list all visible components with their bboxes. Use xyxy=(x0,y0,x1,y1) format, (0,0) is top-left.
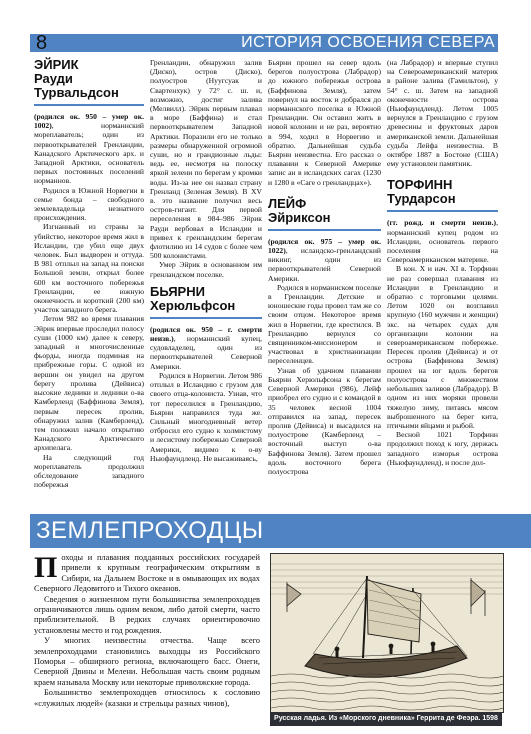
entry-name-leif-2: Эйриксон xyxy=(268,209,331,225)
paragraph: (на Лабрадор) и впервые ступил на Североамериканский материк в районе залива (Гамильтон), у 54° с. ш. Затем на западной оконечности острова (Ньюфаундленд). Летом 1005 вернулся в Гренландию с грузом древесины и фруктовых даров американской земли. Дальнейшая судьба Лейфа неизвестна. В октябре 1887 в Бостоне (США) ему установлен памятник. xyxy=(387,58,498,169)
paragraph: Изгнанный из страны за убийство, некоторое время жил в Исландии, где убил еще двух человек. Был выдворен и оттуда. В 981 отплыл на запад на поиски Большой земли, открыл более 600 км восточного побережья Гренландии, ее южную оконечность и короткий (200 км) участок западного берега. xyxy=(34,222,144,315)
ship-illustration xyxy=(271,554,503,712)
intro-paragraph xyxy=(34,553,260,595)
entry-name-erik-1: ЭЙРИК xyxy=(34,57,79,72)
entry-lead-erik xyxy=(34,112,144,186)
entry-dates-bjarni: (родился ок. 950 – г. смерти неизв.) xyxy=(150,324,262,344)
entry-dates-erik: (родился ок. 950 – умер ок. 1002) xyxy=(34,112,144,131)
page-number: 8 xyxy=(36,32,48,54)
entry-summary-bjarni: , норманнский купец, судовладелец, один из первооткрывателей Северной Америки. xyxy=(150,334,262,371)
paragraph: Родился в норманнском поселке в Гренландии. Детские и юношеские годы провел там же со своим отцом. Некоторое время жил в Норвегии, где крестился. В Гренландию вернулся со священником-миссионером и участвовал в христианизации переселенцев. xyxy=(268,282,381,366)
paragraph: Родился в Южной Норвегии в семье бонда – свободного землевладельца незнатного происхождения. xyxy=(34,185,144,223)
entry-lead-thorfinn xyxy=(387,218,498,264)
paragraph: У многих неизвестны отчества. Чаще всего землепроходцами становились выходцы из Российского Поморья – обширного региона, включающего басс. Онеги, Северной Двины и Мелени. Небольшая часть своим родным краем называла Москву или некоторые приволжские города. xyxy=(34,636,260,687)
paragraph: Большинство землепроходцев относилось к сословию «служилых людей» (казаки и стрельцы разных чинов), xyxy=(34,688,260,708)
entry-name-thorfinn-1: ТОРФИНН xyxy=(387,177,453,193)
entry-summary-leif: , исландско-гренландский викинг, один из первооткрывателей Северной Америки. xyxy=(268,246,381,283)
entry-lead-bjarni xyxy=(150,325,262,371)
entry-name-erik-3: Турвальдсон xyxy=(34,85,119,100)
entry-name-erik-2: Рауди xyxy=(34,71,73,86)
ship-engraving xyxy=(270,553,504,713)
paragraph: Весной 1021 Торфинн продолжил поход к югу, держась западного изморья острова (Ньюфаундленд), и после дол- xyxy=(387,430,498,467)
column-1 xyxy=(34,58,144,489)
paragraph: Умер Эйрик в основанном им гренландском поселке. xyxy=(150,260,262,279)
paragraph: Гренландии, обнаружил залив (Диско), остров (Диско), полуостров (Нуугсуак и Свартенхук) у 72° с. ш. и, возможно, достиг залива (Мелвилл). Эйрик первым плавал в море (Баффина) и стал первооткрывателем Западной Арктики. Поразили его не только размеры обнаруженной огромной суши, но и грандиозные льды: ведь ее, несмотря на полоску яркой зелени по берегам у кромки воды. Из-за нее он назвал страну Гренланд (Зеленая Земля). В XV в. это название получил весь остров-гигант. Для первой переселения в 984–986 Эйрик Рауди вербовал в Исландии и привел к гренландским берегам флотилию из 14 судов с более чем 500 колонистами. xyxy=(150,58,262,261)
paragraph: На следующий год мореплаватель продолжил обследование западного побережья xyxy=(34,452,144,490)
entry-rule xyxy=(34,104,144,106)
entry-name-leif-1: ЛЕЙФ xyxy=(268,195,307,211)
paragraph: Сведения о жизненном пути большинства землепроходцев ограничиваются лишь одним веком, либо датой смерти, часто приблизительной. В редких случаях ориентировочно установлены место и год рождения. xyxy=(34,594,260,635)
entry-name-bjarni-1: БЬЯРНИ xyxy=(150,283,205,299)
paragraph: Узнав об удачном плавании Бьярни Херюльфсона к берегам Северной Америки (986), Лейф приобрел его судно и с командой в 35 человек весной 1004 отправился на запад, пересек пролив (Дейвиса) и высадился на полуострове (Камберленд – восточный выступ о-ва Баффинова Земля). Затем прошел вдоль восточного берега полуострова xyxy=(268,365,381,476)
entry-name-bjarni-2: Херюльфсон xyxy=(150,297,236,313)
entry-rule xyxy=(150,317,262,319)
running-title: ИСТОРИЯ ОСВОЕНИЯ СЕВЕРА xyxy=(241,34,495,51)
entry-rule xyxy=(268,229,381,231)
paragraph: Родился в Норвегии. Летом 986 отплыл в Исландию с грузом для своего отца-колониста. Узнав, что тот переселился в Гренландию, Бьярни направился туда же. Сильный многодневный ветер отбросил его судно к холмистому и лесистому побережью Северной Америки, видимо к о-ву Ньюфаундленд. Не высаживаясь, xyxy=(150,370,262,463)
entry-rule xyxy=(387,210,498,212)
figure-caption: Русская ладья. Из «Морского дневника» Геррита де Феэра. 1598 xyxy=(270,712,502,726)
entry-lead-leif xyxy=(268,237,381,283)
paragraph: Бьярни прошел на север вдоль берегов полуострова (Лабрадор) до южного побережья острова (Баффинова Земля), затем повернул на восток и добрался до норманнского поселка в Южной Гренландии. Он оставил жить в новой колонии и не раз, вероятно в 994, ходил в Норвегию и обратно. Дальнейшая судьба Бьярни неизвестна. Его рассказ о плавании к Северной Америке запис ан в исландских сагах (1230 и 1280 в «Саге о гренландцах»). xyxy=(268,58,381,187)
entry-summary-thorfinn: , норманнский купец родом из Исландии, основатель первого поселения на Североамериканском материке. xyxy=(387,218,498,265)
entry-summary-erik: , норманнский мореплаватель; один из первооткрывателей Гренландии, Канадского Арктического арх. и Западной Арктики, основатель первых постоянных поселений норманнов. xyxy=(34,121,144,186)
drop-cap: П xyxy=(34,551,58,584)
paragraph: Летом 982 во время плавания Эйрик впервые проследил полосу суши (1000 км) далее к северу, западный и многочисленные фьорды, иногда подминая на прибрежные горы. С одной из вершин он увидел на другом берегу пролива (Дейвиса) высокие ледники и ледники о-ва Камберленд (Баффинова Земля), первым пересек пролив, обнаружил залив (Камберленд), тем положил начало открытию Канадского Арктического архипелага. xyxy=(34,314,144,453)
column-3 xyxy=(268,58,381,476)
entry-dates-thorfinn: (гг. рожд. и смерти неизв.) xyxy=(387,218,497,228)
section-title: ЗЕМЛЕПРОХОДЦЫ xyxy=(36,517,264,544)
entry-name-thorfinn-2: Турдарсон xyxy=(387,191,456,207)
column-4 xyxy=(387,58,498,467)
intro-text: оходы и плавания подданных российских государей привели к крупным географическим открытиям в Сибири, на Дальнем Востоке и в омывающих их водах Северного Ледовитого и Тихого океанов. xyxy=(34,553,260,594)
column-2 xyxy=(150,58,262,463)
entry-dates-leif: (родился ок. 975 – умер ок. 1022) xyxy=(268,236,381,256)
paragraph: В кон. X и нач. XI в. Торфинн не раз совершал плавания из Исландии в Гренландию и обратно с торговыми целями. Летом 1020 он возглавил крупную (160 мужчин и женщин) экс. на четырех судах для организации колонии на североамериканском побережье. Пересек пролив (Дейвиса) и от острова (Баффинова Земля) прошел на юг вдоль берегов полуострова с множеством небольших заливов (Лабрадор). В одном из них моряки провели тяжелую зиму, питаясь мясом выброшенного на берег кита, птичьими яйцами и рыбой. xyxy=(387,264,498,430)
section-intro-text xyxy=(34,553,260,709)
